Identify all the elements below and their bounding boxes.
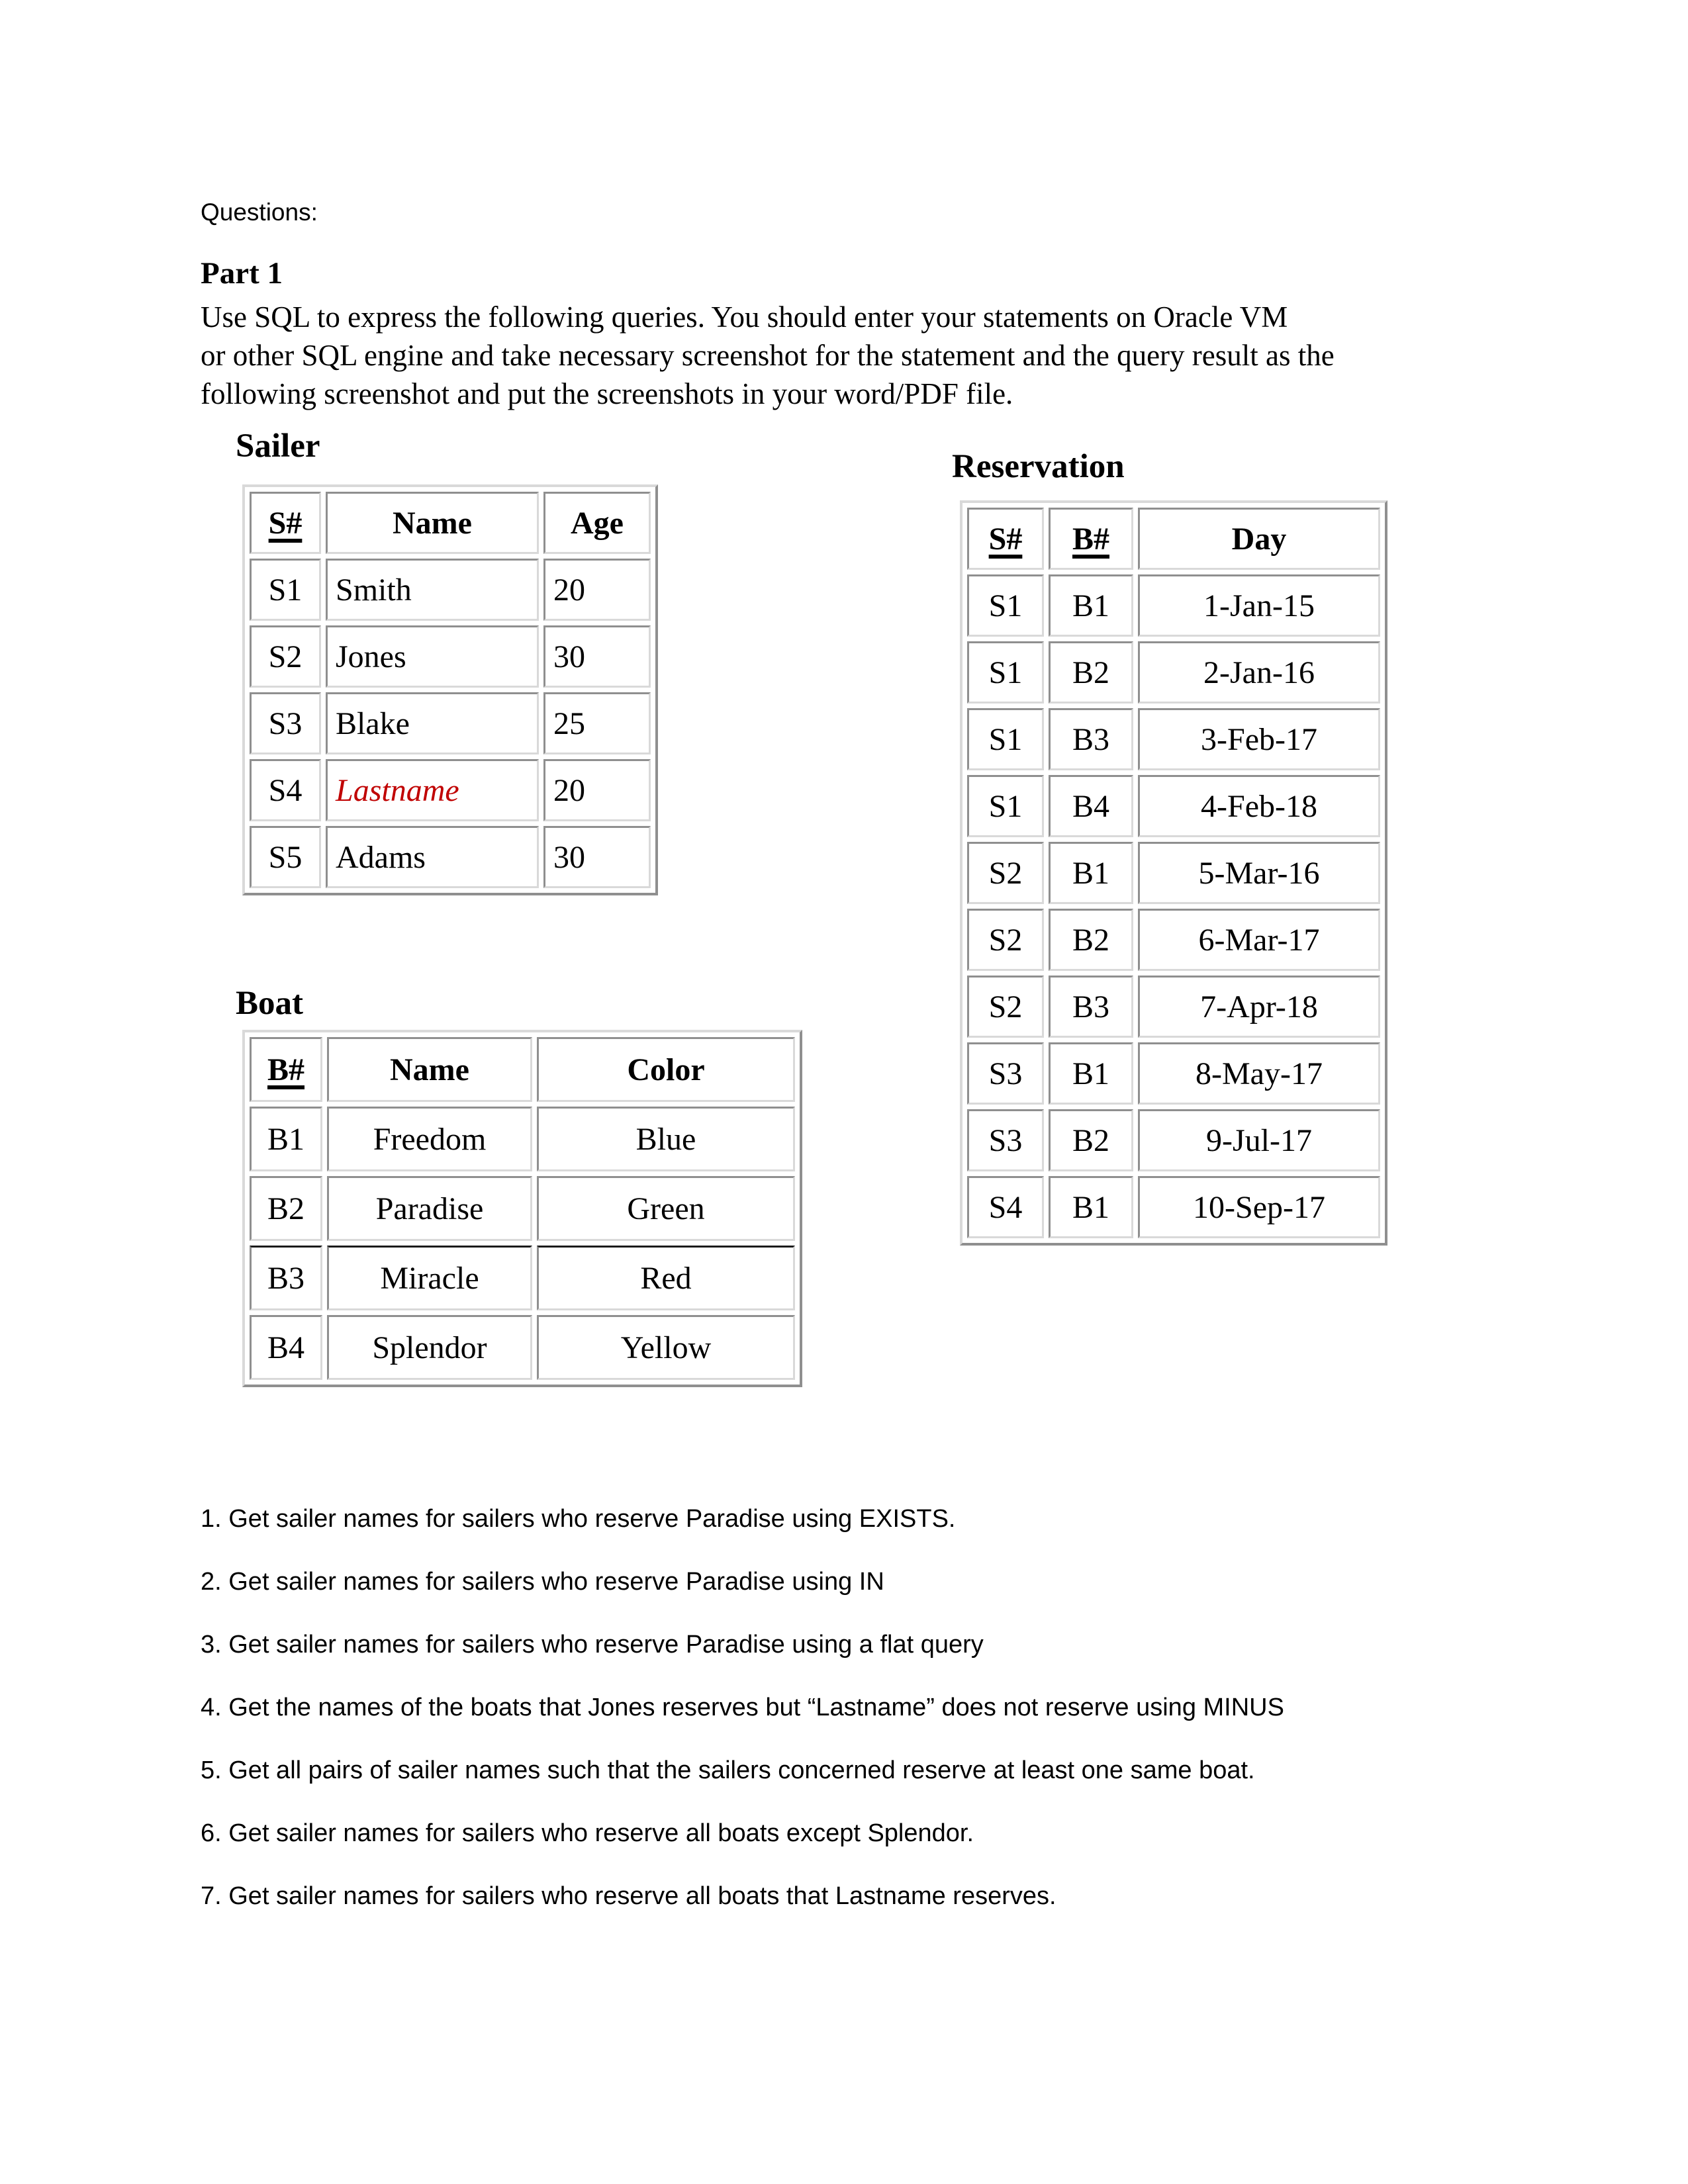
table-cell: Blue [537,1107,795,1171]
reservation-table-title: Reservation [952,448,1125,485]
table-cell: B1 [250,1107,322,1171]
table-row [967,1176,1380,1238]
table-row [250,559,651,621]
table-cell: S3 [967,1109,1044,1171]
table-row [250,1315,795,1380]
table-cell: Splendor [327,1315,532,1380]
questions-label: Questions: [201,199,318,226]
table-row [250,826,651,888]
table-cell: 5-Mar-16 [1138,842,1380,904]
table-row [250,1176,795,1241]
table-cell: Blake [326,692,539,754]
table-cell: S4 [967,1176,1044,1238]
table-cell: B2 [1049,909,1133,971]
table-cell: S1 [967,574,1044,637]
table-cell: 8-May-17 [1138,1042,1380,1105]
table-cell: Yellow [537,1315,795,1380]
sailer-table-title: Sailer [236,428,320,465]
table-cell: S2 [967,842,1044,904]
table-cell: B3 [1049,708,1133,770]
table-cell: S3 [250,692,321,754]
table-cell: Paradise [327,1176,532,1241]
intro-line: following screenshot and put the screenshots in your word/PDF file. [201,377,1013,410]
table-cell: B3 [250,1246,322,1310]
table-cell: 1-Jan-15 [1138,574,1380,637]
column-header: Color [537,1037,795,1102]
table-cell: 9-Jul-17 [1138,1109,1380,1171]
table-cell: S5 [250,826,321,888]
boat-table-title: Boat [236,985,303,1022]
part-title: Part 1 [201,256,283,291]
table-cell: S1 [250,559,321,621]
table-cell: 4-Feb-18 [1138,775,1380,837]
table-cell: Smith [326,559,539,621]
column-header: Name [326,492,539,554]
table-row [967,775,1380,837]
table-header-row [250,1037,795,1102]
table-row [967,1042,1380,1105]
table-cell: S2 [967,909,1044,971]
column-header: B# [1049,508,1133,570]
table-cell: S2 [967,976,1044,1038]
intro-line: or other SQL engine and take necessary screenshot for the statement and the query result as the [201,339,1335,372]
table-cell: Lastname [326,759,539,821]
table-header-row [967,508,1380,570]
question-item: 6. Get sailer names for sailers who reserve all boats except Splendor. [201,1819,974,1847]
table-cell: B2 [1049,641,1133,704]
table-cell: B2 [1049,1109,1133,1171]
column-header: Name [327,1037,532,1102]
question-list [201,1504,1524,1944]
table-cell: 20 [543,759,651,821]
table-row [967,708,1380,770]
table-cell: 20 [543,559,651,621]
table-cell: Adams [326,826,539,888]
table-cell: B1 [1049,842,1133,904]
intro-paragraph [201,298,1511,413]
table-row [250,1107,795,1171]
table-row [967,842,1380,904]
table-cell: Freedom [327,1107,532,1171]
table-row [967,909,1380,971]
column-header: Age [543,492,651,554]
table-cell: 10-Sep-17 [1138,1176,1380,1238]
table-cell: 6-Mar-17 [1138,909,1380,971]
table-cell: S1 [967,708,1044,770]
table-header-row [250,492,651,554]
table-cell: Miracle [327,1246,532,1310]
table-cell: B3 [1049,976,1133,1038]
table-row [967,641,1380,704]
column-header: S# [250,492,321,554]
table-cell: B1 [1049,574,1133,637]
table-row [967,574,1380,637]
table-cell: 7-Apr-18 [1138,976,1380,1038]
table-cell: B1 [1049,1176,1133,1238]
table-cell: S2 [250,625,321,688]
table-cell: Jones [326,625,539,688]
table-cell: Red [537,1246,795,1310]
table-cell: S1 [967,641,1044,704]
column-header: Day [1138,508,1380,570]
table-cell: 30 [543,826,651,888]
table-cell: S4 [250,759,321,821]
table-cell: 25 [543,692,651,754]
table-row [967,976,1380,1038]
table-cell: S3 [967,1042,1044,1105]
table-row [250,625,651,688]
table-row [250,1246,795,1310]
sailer-table [242,484,658,895]
column-header: S# [967,508,1044,570]
table-cell: S1 [967,775,1044,837]
table-cell: 3-Feb-17 [1138,708,1380,770]
intro-line: Use SQL to express the following queries. You should enter your statements on Oracle VM [201,300,1288,334]
table-cell: Green [537,1176,795,1241]
reservation-table [960,500,1387,1246]
table-row [250,692,651,754]
table-cell: B4 [250,1315,322,1380]
question-item: 1. Get sailer names for sailers who reserve Paradise using EXISTS. [201,1505,956,1533]
boat-table [242,1030,802,1387]
question-item: 3. Get sailer names for sailers who reserve Paradise using a flat query [201,1631,984,1659]
question-item: 4. Get the names of the boats that Jones reserves but “Lastname” does not reserve using MINUS [201,1694,1284,1721]
table-cell: B4 [1049,775,1133,837]
question-item: 5. Get all pairs of sailer names such that the sailers concerned reserve at least one same boat. [201,1756,1255,1784]
table-cell: 2-Jan-16 [1138,641,1380,704]
table-cell: B1 [1049,1042,1133,1105]
table-cell: B2 [250,1176,322,1241]
table-row [967,1109,1380,1171]
table-cell: 30 [543,625,651,688]
question-item: 7. Get sailer names for sailers who reserve all boats that Lastname reserves. [201,1882,1056,1910]
column-header: B# [250,1037,322,1102]
table-row [250,759,651,821]
question-item: 2. Get sailer names for sailers who reserve Paradise using IN [201,1568,884,1596]
